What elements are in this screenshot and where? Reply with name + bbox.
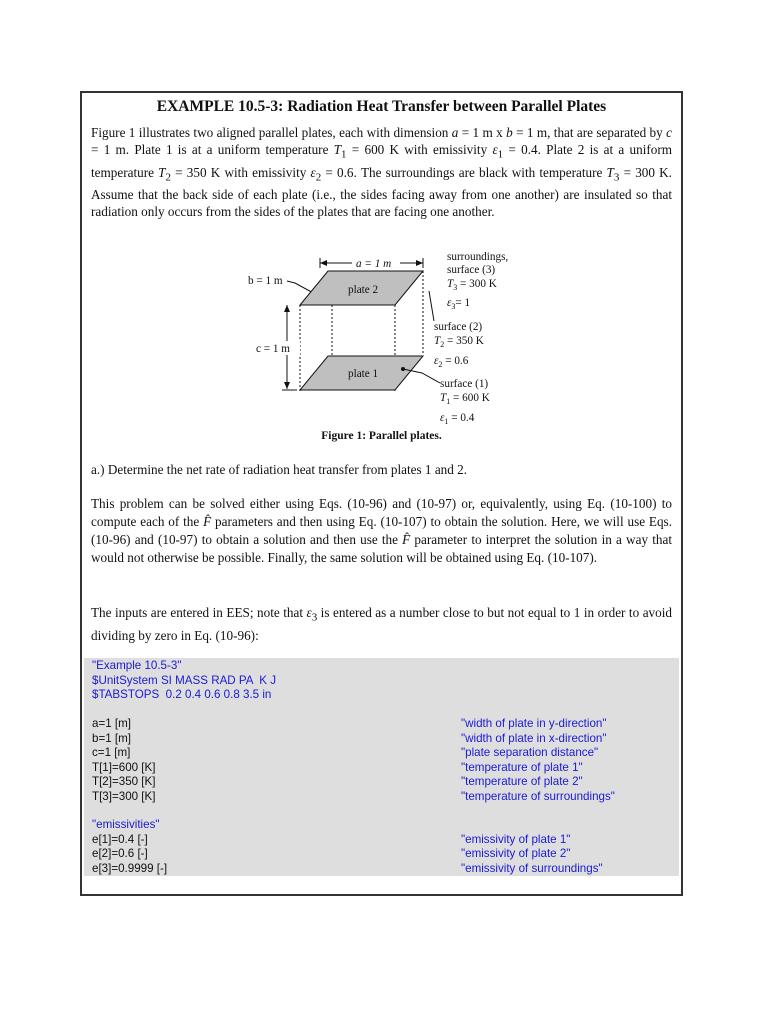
sub: 2 [165, 171, 171, 184]
var-e1: ε [492, 142, 498, 157]
intro-text: = 600 K with emissivity [346, 142, 493, 157]
arrow-c-bottom [284, 382, 290, 389]
surr-label-3: $T_3 = 300$ K [447, 278, 497, 292]
method-text: parameters and then using Eq. (10-107) to obtain the solution. Here, we will use Eqs. (10-96) and (10-97) to obtain a solution and then use the [91, 514, 672, 547]
figure-caption: Figure 1: Parallel plates. [321, 430, 442, 442]
arrow-a-right [416, 260, 423, 266]
s1-label-2: $T_1 = 600$ K [440, 392, 490, 406]
code-comment: "temperature of surroundings" [461, 789, 615, 803]
var-c: c [666, 125, 672, 140]
var-e3: ε [306, 605, 312, 620]
dim-b-label: b = 1 m [248, 275, 283, 287]
plate-2-label: plate 2 [348, 284, 379, 296]
example-frame [80, 91, 683, 896]
var-t3: T [606, 164, 614, 180]
method-text: This problem can be solved either using Eqs. (10-96) and (10-97) or, equivalently, using Eq. (10-100) to compute each of the [91, 496, 672, 529]
var-e2: ε [310, 164, 316, 180]
code-line: T[1]=600 [K] [92, 760, 156, 774]
var-fhat: F̂ [402, 532, 411, 547]
sub: 3 [311, 611, 318, 624]
code-line: b=1 [m] [92, 731, 131, 745]
parallel-plates-figure [82, 93, 681, 433]
dim-a-label: a = 1 m [356, 258, 392, 270]
code-comment: "width of plate in x-direction" [461, 731, 607, 745]
var-a: a [451, 125, 459, 140]
code-line: a=1 [m] [92, 717, 131, 730]
intro-text: = 1 m, that are separated by [512, 125, 667, 140]
ees-text: The inputs are entered in EES; note that [91, 605, 307, 620]
code-comment: "emissivity of plate 2" [461, 847, 571, 860]
code-line: T[2]=350 [K] [92, 775, 156, 788]
code-comment: "emissivity of plate 1" [461, 832, 571, 846]
var-fhat: F̂ [203, 514, 212, 529]
leader-s2 [429, 291, 434, 321]
ees-text: is entered as a number close to but not equal to 1 in order to avoid dividing by zero in Eq. (10-96): [91, 605, 672, 643]
s2-label-3: $\varepsilon_2 = 0.6$ [434, 355, 469, 369]
sub: 3 [613, 171, 620, 184]
arrow-a-left [320, 260, 327, 266]
code-comment: "width of plate in y-direction" [461, 717, 607, 730]
s2-label-2: $T_2 = 350$ K [434, 335, 484, 349]
method-text: parameter to interpret the solution in a way that would not otherwise be possible. Finally, the same solution will be obtained using Eq. (10-107). [91, 532, 672, 565]
intro-text: Figure 1 illustrates two aligned parallel plates, each with dimension [91, 125, 452, 140]
code-header-2: $UnitSystem SI MASS RAD PA K J [92, 673, 277, 687]
s1-label-3: $\varepsilon_1 = 0.4$ [440, 412, 475, 426]
code-comment: "plate separation distance" [461, 746, 599, 759]
intro-text: = 1 m x [458, 125, 507, 140]
intro-text: = 0.6. The surroundings are black with temperature [321, 164, 607, 180]
code-comment: "emissivity of surroundings" [461, 861, 603, 875]
sub: 1 [341, 148, 347, 161]
s1-label-1: surface (1) [440, 378, 489, 390]
code-line: T[3]=300 [K] [92, 789, 156, 803]
code-header-3: $TABSTOPS 0.2 0.4 0.6 0.8 3.5 in [92, 688, 272, 701]
var-b: b [506, 125, 513, 140]
code-header-1: "Example 10.5-3" [92, 659, 182, 672]
intro-text: = 300 K. Assume that the back side of each plate (i.e., the sides facing away from one another) are insulated so that radiation only occurs from the sides of the plates that are facing one another. [91, 164, 672, 220]
var-t2: T [158, 164, 166, 180]
ees-code-block [84, 658, 679, 876]
s2-label-1: surface (2) [434, 321, 483, 333]
intro-text: = 0.4. Plate 2 is at a uniform temperature [91, 142, 672, 180]
code-line: e[3]=0.9999 [-] [92, 861, 168, 875]
code-comment: "temperature of plate 2" [461, 775, 583, 788]
code-section: "emissivities" [92, 818, 160, 831]
ees-paragraph [91, 604, 672, 644]
var-t1: T [333, 142, 342, 157]
arrow-c-top [284, 305, 290, 312]
surr-label-4: $\varepsilon_3= 1$ [447, 297, 471, 311]
intro-text: = 1 m. Plate 1 is at a uniform temperature [91, 142, 334, 157]
surr-label-2: surface (3) [447, 264, 496, 276]
method-paragraph [91, 495, 672, 567]
code-line: c=1 [m] [92, 746, 131, 759]
dim-c-label: c = 1 m [256, 343, 290, 355]
part-a-question: a.) Determine the net rate of radiation heat transfer from plates 1 and 2. [91, 462, 468, 477]
plate-1-label: plate 1 [348, 368, 379, 380]
sub: 2 [315, 171, 322, 184]
example-title: EXAMPLE 10.5-3: Radiation Heat Transfer between Parallel Plates [156, 98, 607, 115]
sub: 1 [497, 148, 504, 161]
code-line: e[2]=0.6 [-] [92, 847, 148, 860]
intro-text: = 350 K with emissivity [171, 164, 311, 180]
code-line: e[1]=0.4 [-] [92, 832, 148, 846]
code-comment: "temperature of plate 1" [461, 760, 583, 774]
surr-label-1: surroundings, [447, 251, 509, 263]
